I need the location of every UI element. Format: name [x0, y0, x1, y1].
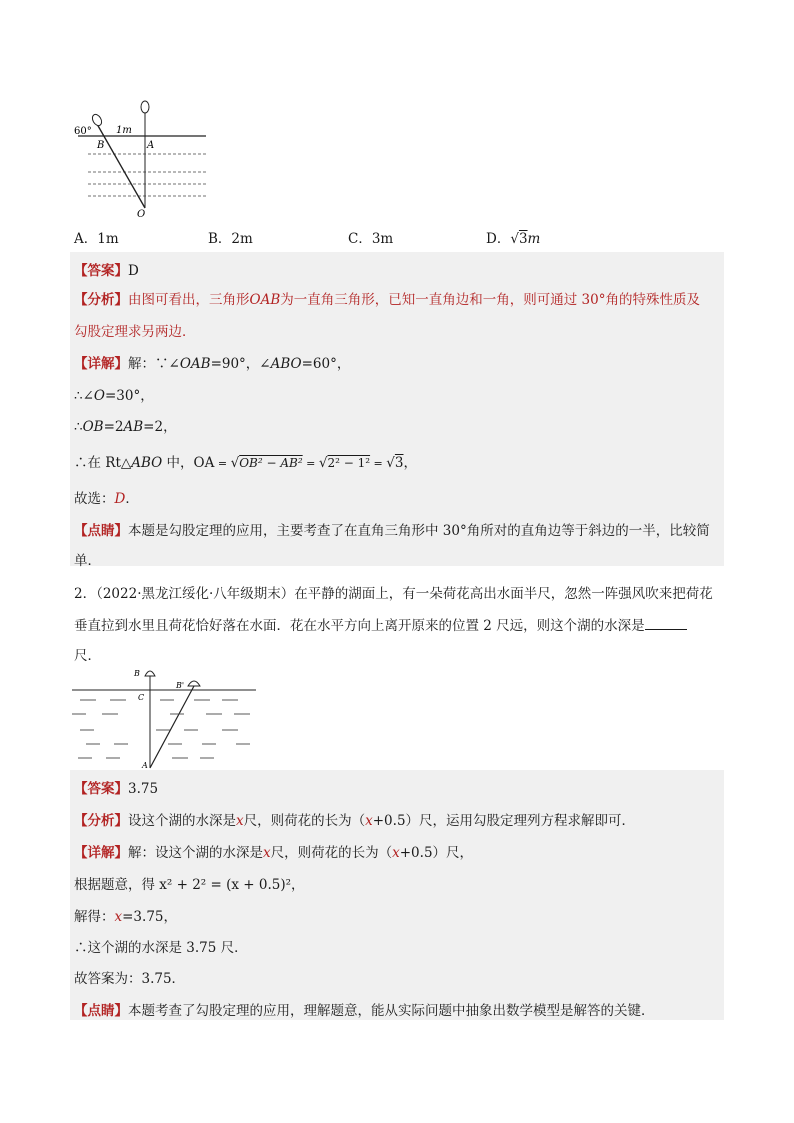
analysis-text: 为一直角三角形，已知一直角边和一角，则可通过 30°角的特殊性质及: [280, 292, 700, 308]
analysis-text: 设这个湖的水深是: [128, 813, 236, 829]
analysis-tag: 【分析】: [74, 813, 128, 829]
point-b-label: B: [97, 140, 105, 151]
detail-text: 解：设这个湖的水深是: [128, 845, 263, 861]
q1-select-line: [74, 487, 139, 507]
length-label: 1m: [116, 125, 132, 136]
equals: =: [370, 457, 387, 470]
analysis-var: x: [365, 813, 373, 829]
q1-detail-line-1: [74, 352, 350, 372]
detail-text: =3.75，: [122, 909, 177, 925]
analysis-text: +0.5）尺，运用勾股定理列方程求解即可．: [372, 813, 636, 829]
answer-tag: 【答案】: [74, 781, 128, 797]
point-b-label: B: [134, 669, 140, 678]
q2-stem-line-1: 2．（2022·黑龙江绥化·八年级期末）在平静的湖面上，有一朵荷花高出水面半尺，忽然一阵强风吹来把荷花: [74, 586, 713, 602]
answer-tag: 【答案】: [74, 263, 128, 279]
equals: =: [302, 457, 319, 470]
q1-analysis-line-2: 勾股定理求另两边．: [74, 324, 196, 340]
select-answer: D: [114, 491, 126, 507]
detail-text: +0.5）尺，: [399, 845, 474, 861]
equals: =: [214, 457, 231, 470]
detail-text: =60°，: [301, 356, 351, 372]
detail-text: ，: [403, 455, 417, 471]
radicand: 2² − 1²: [327, 456, 371, 470]
lotus-flower-icon: [188, 681, 200, 686]
select-text: 故选：: [74, 491, 115, 507]
q1-detail-line-3: [74, 415, 177, 435]
option-d[interactable]: [486, 227, 540, 247]
remark-text: 本题是勾股定理的应用，主要考查了在直角三角形中 30°角所对的直角边等于斜边的一半，比较简: [128, 523, 710, 539]
point-b-prime-label: B': [176, 681, 185, 690]
q1-remark-line-1: [74, 519, 710, 539]
detail-text: 解得：: [74, 909, 115, 925]
q2-detail-line-4: ∴这个湖的水深是 3.75 尺．: [74, 940, 248, 956]
figure-1-diagram: [72, 98, 212, 218]
angle-label: 60°: [74, 126, 92, 137]
detail-var: OAB: [179, 356, 211, 372]
q2-remark-line: [74, 999, 655, 1019]
detail-text: =30°，: [104, 388, 154, 404]
q1-detail-line-4: [74, 451, 417, 471]
detail-var: ABO: [270, 356, 302, 372]
q1-detail-line-2: [74, 384, 154, 404]
stem-text: 垂直拉到水里且荷花恰好落在水面．花在水平方向上离开原来的位置 2 尺远，则这个湖的水深是: [74, 618, 645, 634]
q2-stem-line-3: 尺．: [74, 648, 101, 664]
detail-tag: 【详解】: [74, 356, 128, 372]
point-o-label: O: [137, 209, 146, 218]
radicand: 3: [394, 455, 404, 471]
remark-text: 本题考查了勾股定理的应用，理解题意，能从实际问题中抽象出数学模型是解答的关键．: [128, 1003, 655, 1019]
lotus-flower-icon: [145, 671, 155, 676]
detail-text: =90°，∠: [210, 356, 271, 372]
sqrt-sign: √: [386, 455, 395, 471]
detail-var: x: [392, 845, 400, 861]
q2-detail-line-5: 故答案为：3.75．: [74, 971, 186, 987]
point-a-label: A: [142, 761, 148, 770]
sqrt-sign: √: [318, 455, 328, 471]
answer-value: D: [128, 263, 139, 279]
detail-text: ∴: [74, 419, 83, 435]
radicand: OB² − AB²: [239, 456, 303, 470]
option-d-prefix: D．: [486, 231, 511, 247]
detail-text: 解：∵∠: [128, 356, 180, 372]
slanted-stem-line: [97, 124, 145, 208]
detail-var: AB: [123, 419, 144, 435]
q2-detail-line-1: [74, 841, 473, 861]
option-d-radicand: 3: [518, 231, 528, 247]
detail-text: 尺，则荷花的长为（: [270, 845, 393, 861]
q2-analysis-line: [74, 809, 635, 829]
analysis-oab: OAB: [249, 292, 281, 308]
q1-remark-line-2: 单．: [74, 553, 101, 569]
detail-text: ∴∠: [74, 388, 94, 404]
q2-answer-line: [74, 777, 158, 797]
water-ripple-marks: [72, 700, 250, 758]
remark-tag: 【点睛】: [74, 523, 128, 539]
detail-text: 中，OA: [162, 455, 215, 471]
option-b[interactable]: B．2m: [208, 231, 253, 247]
detail-text: =2: [103, 419, 124, 435]
figure-2-diagram: [72, 664, 258, 770]
detail-var: x: [114, 909, 123, 925]
analysis-text: 尺，则荷花的长为（: [243, 813, 366, 829]
lotus-flower-icon: [91, 113, 104, 127]
option-a[interactable]: A．1m: [74, 231, 119, 247]
point-a-label: A: [147, 140, 155, 151]
detail-var: ABO: [131, 455, 163, 471]
detail-text: ∴在 Rt△: [74, 455, 132, 471]
select-text: ．: [125, 491, 139, 507]
option-c[interactable]: C．3m: [348, 231, 394, 247]
q2-detail-line-3: [74, 905, 177, 925]
analysis-tag: 【分析】: [74, 292, 128, 308]
q1-analysis-line-1: [74, 288, 700, 308]
detail-var: OB: [82, 419, 104, 435]
q2-detail-line-2: 根据题意，得 x² + 2² = (x + 0.5)²，: [74, 877, 305, 893]
lotus-flower-icon: [141, 101, 149, 113]
answer-value: 3.75: [128, 781, 159, 797]
answer-blank[interactable]: [645, 617, 687, 630]
option-d-unit: m: [527, 231, 541, 247]
sqrt-sign: √: [510, 231, 519, 247]
detail-var: x: [263, 845, 271, 861]
remark-tag: 【点睛】: [74, 1003, 128, 1019]
analysis-text: 由图可看出，三角形: [128, 292, 250, 308]
detail-text: =2，: [143, 419, 177, 435]
q2-stem-line-2: [74, 614, 687, 634]
analysis-var: x: [236, 813, 244, 829]
detail-tag: 【详解】: [74, 845, 128, 861]
detail-var: O: [93, 388, 105, 404]
point-c-label: C: [138, 693, 145, 702]
slanted-stem-line: [150, 686, 194, 768]
sqrt-sign: √: [230, 455, 240, 471]
q1-answer-line: [74, 259, 139, 279]
